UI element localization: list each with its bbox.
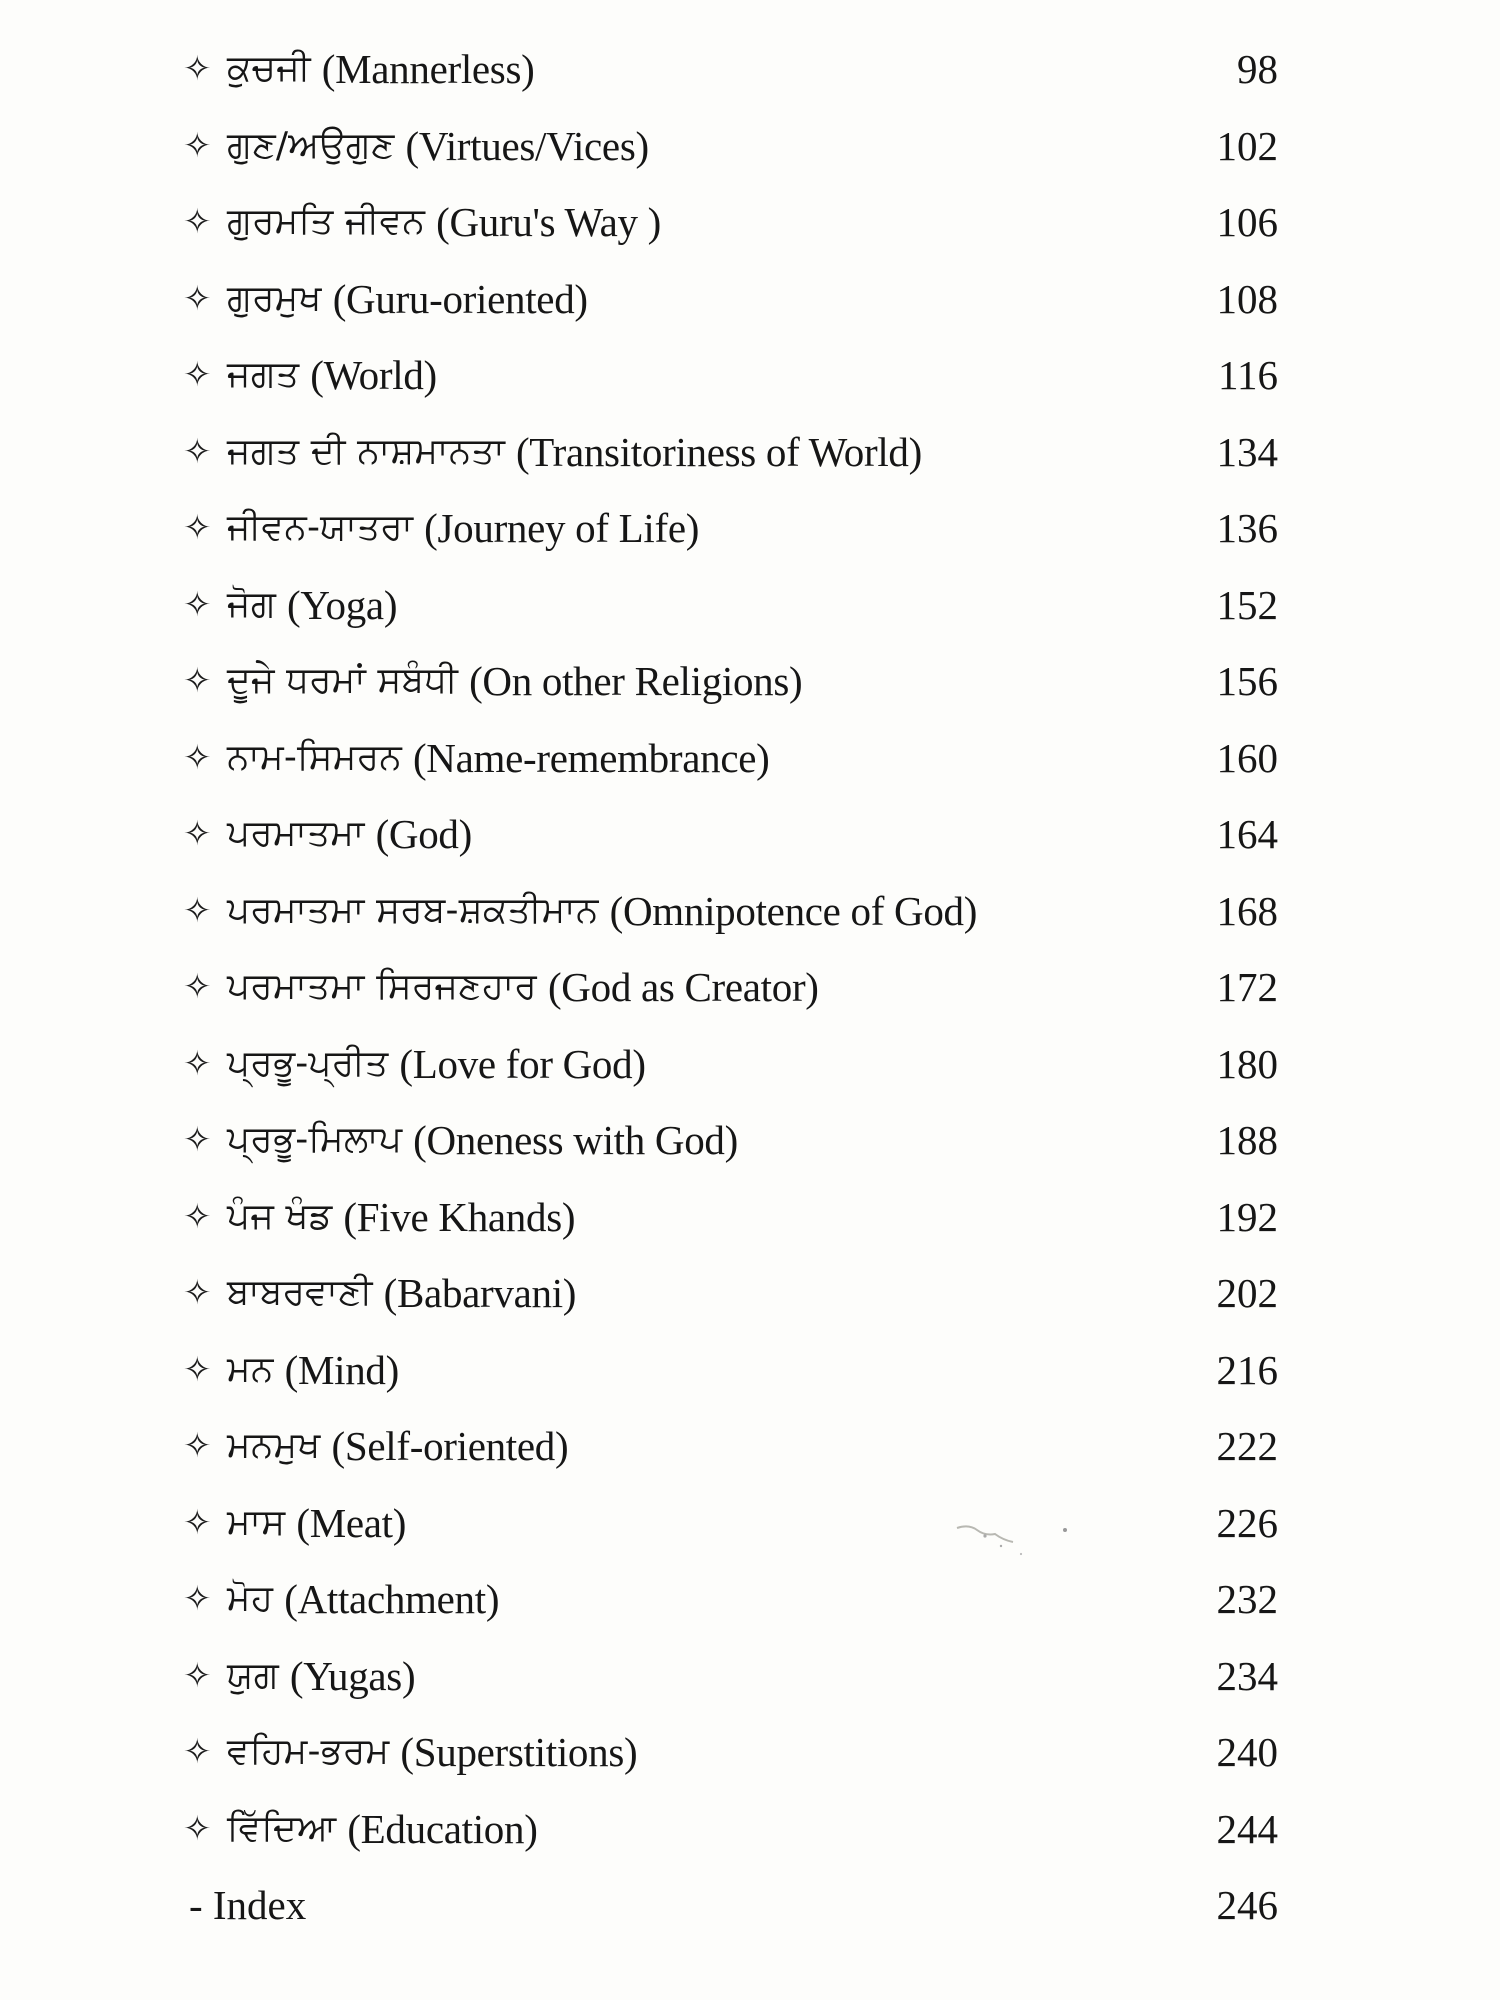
- entry-page-number: 116: [1218, 352, 1278, 399]
- entry-title-punjabi: ਵਹਿਮ-ਭਰਮ: [227, 1731, 390, 1773]
- diamond-bullet-icon: ✧: [183, 1732, 212, 1773]
- entry-page-number: 240: [1216, 1729, 1278, 1776]
- diamond-bullet-icon: ✧: [183, 125, 212, 166]
- diamond-bullet-icon: ✧: [183, 1426, 212, 1467]
- toc-entry[interactable]: [183, 1638, 1278, 1715]
- entry-title-english: (Meat): [296, 1499, 407, 1546]
- toc-entry[interactable]: [183, 949, 1278, 1026]
- entry-page-number: 168: [1216, 887, 1278, 934]
- entry-page-number: 152: [1216, 581, 1278, 628]
- entry-title-english: (Five Khands): [343, 1193, 576, 1240]
- diamond-bullet-icon: ✧: [183, 202, 212, 243]
- entry-page-number: 216: [1216, 1346, 1278, 1393]
- entry-page-number: 188: [1216, 1117, 1278, 1164]
- entry-title-punjabi: ਪ੍ਰਭੂ-ਪ੍ਰੀਤ: [227, 1042, 389, 1084]
- toc-entry[interactable]: [183, 1102, 1278, 1179]
- entry-title-punjabi: ਦੂਜੇ ਧਰਮਾਂ ਸਬੰਧੀ: [227, 660, 459, 702]
- entry-page-number: 244: [1216, 1805, 1278, 1852]
- entry-title-english: (God as Creator): [547, 964, 819, 1011]
- diamond-bullet-icon: ✧: [183, 431, 212, 472]
- entry-title-punjabi: ਗੁਰਮੁਖ: [227, 277, 322, 319]
- entry-page-number: 180: [1216, 1040, 1278, 1087]
- toc-entry[interactable]: [183, 1179, 1278, 1256]
- entry-title-english: (Guru-oriented): [332, 275, 588, 322]
- entry-title-english: (World): [310, 352, 437, 399]
- entry-title-punjabi: ਮੋਹ: [227, 1578, 274, 1620]
- entry-page-number: 106: [1216, 199, 1278, 246]
- toc-entry[interactable]: [183, 184, 1278, 261]
- entry-page-number: 134: [1216, 428, 1278, 475]
- entry-title-punjabi: ਪ੍ਰਭੂ-ਮਿਲਾਪ: [227, 1119, 403, 1161]
- entry-title-english: (Education): [347, 1805, 538, 1852]
- toc-entry-index[interactable]: [183, 1867, 1278, 1944]
- diamond-bullet-icon: ✧: [183, 1120, 212, 1161]
- entry-title-punjabi: ਗੁਰਮਤਿ ਜੀਵਨ: [227, 201, 426, 243]
- entry-page-number: 232: [1216, 1576, 1278, 1623]
- toc-entry[interactable]: [183, 567, 1278, 644]
- entry-title-english: (Mind): [284, 1346, 399, 1393]
- toc-list: [183, 31, 1278, 1944]
- toc-entry[interactable]: [183, 643, 1278, 720]
- entry-page-number: 108: [1216, 275, 1278, 322]
- diamond-bullet-icon: ✧: [183, 1579, 212, 1620]
- diamond-bullet-icon: ✧: [183, 1655, 212, 1696]
- entry-title-punjabi: ਮਨ: [227, 1348, 274, 1390]
- entry-title-english: (Guru's Way ): [436, 199, 662, 246]
- diamond-bullet-icon: ✧: [183, 1273, 212, 1314]
- toc-entry[interactable]: [183, 873, 1278, 950]
- entry-title-english: (Self-oriented): [331, 1423, 569, 1470]
- diamond-bullet-icon: ✧: [183, 1196, 212, 1237]
- entry-page-number: 156: [1216, 658, 1278, 705]
- toc-entry[interactable]: [183, 1026, 1278, 1103]
- entry-title-punjabi: ਪਰਮਾਤਮਾ: [227, 813, 365, 855]
- entry-title-english: (Transitoriness of World): [515, 428, 922, 475]
- entry-title-english: (On other Religions): [469, 658, 803, 705]
- entry-page-number: 246: [1216, 1882, 1278, 1929]
- entry-page-number: 98: [1237, 46, 1278, 93]
- diamond-bullet-icon: ✧: [183, 1349, 212, 1390]
- toc-entry[interactable]: [183, 108, 1278, 185]
- entry-title-punjabi: ਕੁਚਜੀ: [227, 48, 311, 90]
- diamond-bullet-icon: ✧: [183, 355, 212, 396]
- entry-title-english: (Babarvani): [383, 1270, 577, 1317]
- entry-page-number: 172: [1216, 964, 1278, 1011]
- entry-title-english: (Name-remembrance): [412, 734, 770, 781]
- entry-title-punjabi: ਜਗਤ ਦੀ ਨਾਸ਼ਮਾਨਤਾ: [227, 430, 505, 472]
- diamond-bullet-icon: ✧: [183, 1808, 212, 1849]
- diamond-bullet-icon: ✧: [183, 890, 212, 931]
- toc-entry[interactable]: [183, 1255, 1278, 1332]
- entry-page-number: 192: [1216, 1193, 1278, 1240]
- entry-title-english: (Oneness with God): [413, 1117, 738, 1164]
- entry-title-english: (Omnipotence of God): [609, 887, 978, 934]
- entry-title-english: (Attachment): [284, 1576, 500, 1623]
- diamond-bullet-icon: ✧: [183, 661, 212, 702]
- entry-page-number: 136: [1216, 505, 1278, 552]
- diamond-bullet-icon: ✧: [183, 814, 212, 855]
- diamond-bullet-icon: ✧: [183, 737, 212, 778]
- diamond-bullet-icon: ✧: [183, 278, 212, 319]
- paper-smudge: [955, 1518, 1075, 1568]
- diamond-bullet-icon: ✧: [183, 1502, 212, 1543]
- entry-title-punjabi: ਜਗਤ: [227, 354, 300, 396]
- diamond-bullet-icon: ✧: [183, 508, 212, 549]
- diamond-bullet-icon: ✧: [183, 584, 212, 625]
- entry-title-punjabi: ਮਨਮੁਖ: [227, 1425, 321, 1467]
- entry-page-number: 226: [1216, 1499, 1278, 1546]
- toc-entry[interactable]: [183, 261, 1278, 338]
- diamond-bullet-icon: ✧: [183, 967, 212, 1008]
- toc-entry[interactable]: [183, 1485, 1278, 1562]
- entry-title-english: (Mannerless): [321, 46, 535, 93]
- entry-title-punjabi: ਪਰਮਾਤਮਾ ਸਿਰਜਣਹਾਰ: [227, 966, 537, 1008]
- toc-entry[interactable]: [183, 1714, 1278, 1791]
- entry-title-punjabi: ਜੋਗ: [227, 583, 276, 625]
- toc-entry[interactable]: [183, 1408, 1278, 1485]
- entry-title-punjabi: ਗੁਣ/ਅਉਗੁਣ: [227, 124, 395, 166]
- entry-title-english: (Virtues/Vices): [405, 122, 649, 169]
- toc-entry[interactable]: [183, 414, 1278, 491]
- entry-title-punjabi: ਪੰਜ ਖੰਡ: [227, 1195, 333, 1237]
- entry-page-number: 160: [1216, 734, 1278, 781]
- entry-page-number: 222: [1216, 1423, 1278, 1470]
- entry-title-punjabi: ਪਰਮਾਤਮਾ ਸਰਬ-ਸ਼ਕਤੀਮਾਨ: [227, 889, 599, 931]
- diamond-bullet-icon: ✧: [183, 1043, 212, 1084]
- toc-entry[interactable]: [183, 796, 1278, 873]
- entry-title-english: (God): [375, 811, 472, 858]
- entry-title-english: (Yoga): [286, 581, 398, 628]
- entry-title-punjabi: ਵਿੱਦਿਆ: [227, 1807, 337, 1849]
- entry-title-punjabi: ਬਾਬਰਵਾਣੀ: [227, 1272, 373, 1314]
- toc-entry[interactable]: [183, 31, 1278, 108]
- entry-title-english: (Yugas): [289, 1652, 416, 1699]
- index-label: - Index: [189, 1882, 307, 1929]
- toc-entry[interactable]: [183, 1332, 1278, 1409]
- toc-entry[interactable]: [183, 490, 1278, 567]
- entry-title-english: (Superstitions): [400, 1729, 638, 1776]
- entry-page-number: 234: [1216, 1652, 1278, 1699]
- toc-entry[interactable]: [183, 1791, 1278, 1868]
- entry-title-punjabi: ਨਾਮ-ਸਿਮਰਨ: [227, 736, 402, 778]
- entry-title-english: (Love for God): [399, 1040, 646, 1087]
- toc-entry[interactable]: [183, 720, 1278, 797]
- entry-title-punjabi: ਯੁਗ: [227, 1654, 279, 1696]
- entry-page-number: 202: [1216, 1270, 1278, 1317]
- entry-title-punjabi: ਜੀਵਨ-ਯਾਤਰਾ: [227, 507, 414, 549]
- entry-page-number: 102: [1216, 122, 1278, 169]
- entry-title-punjabi: ਮਾਸ: [227, 1501, 286, 1543]
- toc-entry[interactable]: [183, 1561, 1278, 1638]
- diamond-bullet-icon: ✧: [183, 49, 212, 90]
- entry-title-english: (Journey of Life): [424, 505, 700, 552]
- toc-entry[interactable]: [183, 337, 1278, 414]
- entry-page-number: 164: [1216, 811, 1278, 858]
